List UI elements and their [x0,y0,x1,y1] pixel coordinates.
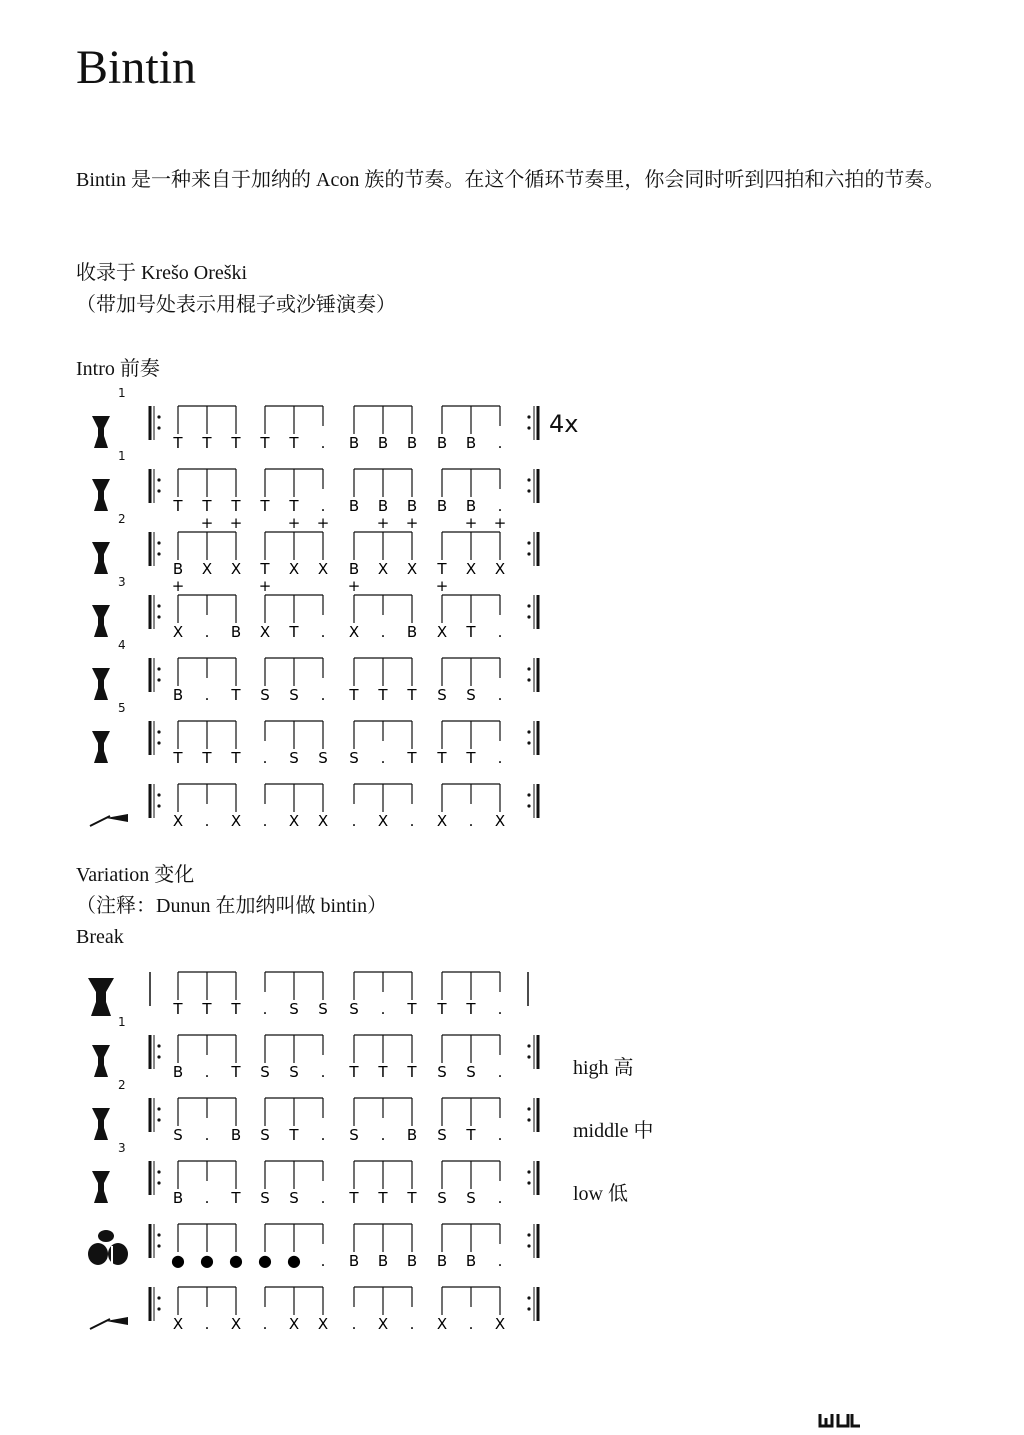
note-stroke: X [317,812,329,830]
repeat-dot [527,793,530,796]
note-stroke: . [497,623,503,641]
note-stroke: B [406,1252,418,1270]
note-stroke: ● [171,1251,185,1270]
accent-mark: + [464,514,478,532]
variation-heading: Variation 变化 [76,864,195,886]
note-stroke: . [320,686,326,704]
note-stroke: B [348,1252,360,1270]
notation-row [70,1015,670,1085]
note-stroke: X [230,560,242,578]
note-stroke: . [204,686,210,704]
note-stroke: T [407,1063,417,1081]
note-stroke: B [377,434,389,452]
instrument-number: 2 [118,512,126,526]
note-stroke: T [407,1189,417,1207]
notation-row [70,701,670,771]
note-stroke: S [349,749,359,767]
note-stroke: T [231,1189,241,1207]
notation-row [70,958,670,1022]
repeat-dot [157,1233,160,1236]
notation-row [70,512,670,582]
rhythm-description: Bintin 是一种来自于加纳的 Acon 族的节奏。在这个循环节奏里，你会同时听到四拍和六拍的节奏。 [76,169,945,191]
note-stroke: X [406,560,418,578]
note-stroke: X [465,560,477,578]
note-stroke: B [348,434,360,452]
note-stroke: S [349,1000,359,1018]
note-stroke: X [172,1315,184,1333]
note-stroke: . [320,1126,326,1144]
repeat-dot [157,678,160,681]
note-stroke: B [377,1252,389,1270]
note-stroke: B [172,686,184,704]
pitch-label: middle 中 [573,1120,654,1142]
repeat-dot [157,1181,160,1184]
note-stroke: . [320,1252,326,1270]
note-stroke: . [204,812,210,830]
note-stroke: S [289,686,299,704]
repeat-dot [527,552,530,555]
repeat-dot [157,1055,160,1058]
note-stroke: T [466,623,476,641]
note-stroke: ● [287,1251,301,1270]
repeat-dot [157,1044,160,1047]
note-stroke: S [260,1063,270,1081]
note-stroke: T [378,686,388,704]
note-stroke: B [406,623,418,641]
note-stroke: . [497,1000,503,1018]
note-stroke: X [494,812,506,830]
repeat-dot [527,1181,530,1184]
note-stroke: . [320,497,326,515]
notation-note: （带加号处表示用棍子或沙锤演奏） [76,294,396,316]
note-stroke: . [380,1126,386,1144]
repeat-dot [157,615,160,618]
accent-mark: + [200,514,214,532]
notation-row [70,575,670,645]
note-stroke: B [406,434,418,452]
note-stroke: T [466,1126,476,1144]
break-heading: Break [76,926,124,948]
note-stroke: . [497,1252,503,1270]
wu-logo-icon [818,1410,862,1430]
note-stroke: B [348,560,360,578]
note-stroke: . [204,1189,210,1207]
note-stroke: X [377,560,389,578]
dunun-note: （注释：Dunun 在加纳叫做 bintin） [76,895,388,917]
note-stroke: B [436,1252,448,1270]
page-title: Bintin [76,41,197,94]
repeat-dot [527,1118,530,1121]
note-stroke: T [173,497,183,515]
repeat-dot [157,415,160,418]
note-stroke: S [318,1000,328,1018]
note-stroke: T [173,1000,183,1018]
note-stroke: S [466,1063,476,1081]
repeat-count: 4x [549,410,579,438]
note-stroke: S [260,1189,270,1207]
note-stroke: . [262,1000,268,1018]
notation-staff [70,644,570,708]
note-stroke: B [172,1189,184,1207]
note-stroke: X [436,623,448,641]
note-stroke: X [436,812,448,830]
accent-mark: + [347,577,361,595]
note-stroke: . [320,434,326,452]
repeat-dot [157,1107,160,1110]
accent-mark: + [287,514,301,532]
note-stroke: T [231,749,241,767]
note-stroke: T [289,434,299,452]
note-stroke: B [230,1126,242,1144]
note-stroke: . [320,1189,326,1207]
repeat-dot [527,478,530,481]
note-stroke: . [320,623,326,641]
note-stroke: S [466,1189,476,1207]
note-stroke: T [260,434,270,452]
accent-mark: + [316,514,330,532]
note-stroke: X [436,1315,448,1333]
note-stroke: S [466,686,476,704]
notation-staff [70,1210,570,1274]
note-stroke: T [289,623,299,641]
note-stroke: ● [258,1251,272,1270]
note-stroke: B [436,497,448,515]
note-stroke: . [497,497,503,515]
note-stroke: T [289,497,299,515]
note-stroke: S [289,749,299,767]
note-stroke: X [317,560,329,578]
note-stroke: T [231,1000,241,1018]
note-stroke: . [497,749,503,767]
note-stroke: . [468,1315,474,1333]
accent-mark: + [258,577,272,595]
note-stroke: B [406,497,418,515]
notation-staff [70,958,570,1022]
instrument-number: 5 [118,701,126,715]
note-stroke: X [377,1315,389,1333]
note-stroke: B [172,560,184,578]
repeat-dot [157,793,160,796]
accent-mark: + [376,514,390,532]
accent-mark: + [171,577,185,595]
accent-mark: + [229,514,243,532]
repeat-dot [527,1233,530,1236]
note-stroke: X [494,1315,506,1333]
repeat-dot [527,1296,530,1299]
instrument-number: 4 [118,638,126,652]
repeat-dot [157,1307,160,1310]
note-stroke: S [437,1063,447,1081]
instrument-number: 1 [118,1015,126,1029]
note-stroke: S [437,1126,447,1144]
note-stroke: T [231,686,241,704]
note-stroke: B [436,434,448,452]
note-stroke: X [201,560,213,578]
notation-staff [70,455,570,519]
repeat-dot [527,1044,530,1047]
note-stroke: B [172,1063,184,1081]
note-stroke: T [202,434,212,452]
repeat-dot [527,804,530,807]
note-stroke: . [380,623,386,641]
note-stroke: X [288,560,300,578]
repeat-dot [527,489,530,492]
note-stroke: . [380,1000,386,1018]
notation-row [70,449,670,519]
note-stroke: T [202,1000,212,1018]
repeat-dot [157,741,160,744]
note-stroke: S [289,1063,299,1081]
repeat-dot [157,730,160,733]
pitch-label: high 高 [573,1057,634,1079]
repeat-dot [527,415,530,418]
note-stroke: . [204,1315,210,1333]
notation-row [70,1078,670,1148]
note-stroke: S [318,749,328,767]
notation-staff [70,392,570,456]
note-stroke: B [348,497,360,515]
repeat-dot [157,1244,160,1247]
notation-staff [70,1273,570,1337]
note-stroke: X [494,560,506,578]
note-stroke: S [289,1000,299,1018]
note-stroke: X [348,623,360,641]
note-stroke: X [317,1315,329,1333]
repeat-dot [157,1170,160,1173]
repeat-dot [157,552,160,555]
note-stroke: . [380,749,386,767]
notation-staff [70,1084,570,1148]
note-stroke: T [437,560,447,578]
note-stroke: B [377,497,389,515]
note-stroke: ● [200,1251,214,1270]
intro-heading: Intro 前奏 [76,358,160,380]
repeat-dot [527,604,530,607]
repeat-dot [527,426,530,429]
note-stroke: T [378,1189,388,1207]
note-stroke: S [260,1126,270,1144]
note-stroke: . [468,812,474,830]
notation-staff [70,1147,570,1211]
recorded-by: 收录于 Krešo Oreški [76,262,248,284]
repeat-dot [527,1244,530,1247]
note-stroke: S [349,1126,359,1144]
accent-mark: + [493,514,507,532]
note-stroke: S [289,1189,299,1207]
notation-staff [70,707,570,771]
notation-row [70,386,670,456]
note-stroke: X [288,1315,300,1333]
note-stroke: T [437,749,447,767]
notation-staff [70,770,570,834]
note-stroke: X [230,812,242,830]
note-stroke: . [262,749,268,767]
repeat-dot [157,426,160,429]
note-stroke: ● [229,1251,243,1270]
note-stroke: T [260,560,270,578]
instrument-number: 1 [118,449,126,463]
note-stroke: . [497,434,503,452]
accent-mark: + [405,514,419,532]
note-stroke: . [320,1063,326,1081]
note-stroke: T [231,1063,241,1081]
pitch-label: low 低 [573,1183,628,1205]
note-stroke: S [260,686,270,704]
note-stroke: . [351,812,357,830]
notation-row [70,770,670,834]
note-stroke: T [437,1000,447,1018]
notation-staff [70,514,570,582]
note-stroke: B [230,623,242,641]
note-stroke: T [378,1063,388,1081]
notation-row [70,638,670,708]
notation-row [70,1273,670,1337]
note-stroke: . [262,1315,268,1333]
note-stroke: . [497,686,503,704]
note-stroke: T [349,1063,359,1081]
repeat-dot [157,1296,160,1299]
note-stroke: X [259,623,271,641]
note-stroke: T [407,1000,417,1018]
note-stroke: B [465,434,477,452]
note-stroke: . [497,1189,503,1207]
note-stroke: . [497,1063,503,1081]
note-stroke: . [409,1315,415,1333]
notation-staff [70,577,570,645]
repeat-dot [157,667,160,670]
instrument-number: 3 [118,1141,126,1155]
note-stroke: T [289,1126,299,1144]
note-stroke: T [407,686,417,704]
repeat-dot [527,1055,530,1058]
repeat-dot [157,1118,160,1121]
note-stroke: . [262,812,268,830]
repeat-dot [157,804,160,807]
notation-staff [70,1021,570,1085]
note-stroke: . [204,1063,210,1081]
repeat-dot [527,730,530,733]
repeat-dot [157,489,160,492]
instrument-number: 1 [118,386,126,400]
note-stroke: T [349,1189,359,1207]
repeat-dot [527,615,530,618]
note-stroke: B [465,1252,477,1270]
note-stroke: X [230,1315,242,1333]
note-stroke: . [204,623,210,641]
note-stroke: T [173,434,183,452]
note-stroke: S [437,1189,447,1207]
repeat-dot [527,1307,530,1310]
note-stroke: X [288,812,300,830]
note-stroke: X [172,623,184,641]
note-stroke: T [231,434,241,452]
notation-row [70,1210,670,1274]
repeat-dot [527,667,530,670]
repeat-dot [527,678,530,681]
repeat-dot [157,541,160,544]
note-stroke: T [202,749,212,767]
note-stroke: S [437,686,447,704]
note-stroke: T [231,497,241,515]
instrument-number: 3 [118,575,126,589]
repeat-dot [157,478,160,481]
accent-mark: + [435,577,449,595]
repeat-dot [527,1170,530,1173]
note-stroke: T [466,749,476,767]
note-stroke: X [172,812,184,830]
note-stroke: T [407,749,417,767]
repeat-dot [527,1107,530,1110]
note-stroke: T [349,686,359,704]
note-stroke: . [204,1126,210,1144]
note-stroke: T [202,497,212,515]
note-stroke: . [351,1315,357,1333]
note-stroke: . [409,812,415,830]
repeat-dot [157,604,160,607]
note-stroke: T [173,749,183,767]
note-stroke: T [260,497,270,515]
note-stroke: T [466,1000,476,1018]
notation-row [70,1141,670,1211]
instrument-number: 2 [118,1078,126,1092]
note-stroke: . [497,1126,503,1144]
note-stroke: X [377,812,389,830]
note-stroke: B [406,1126,418,1144]
note-stroke: B [465,497,477,515]
repeat-dot [527,541,530,544]
note-stroke: S [173,1126,183,1144]
repeat-dot [527,741,530,744]
